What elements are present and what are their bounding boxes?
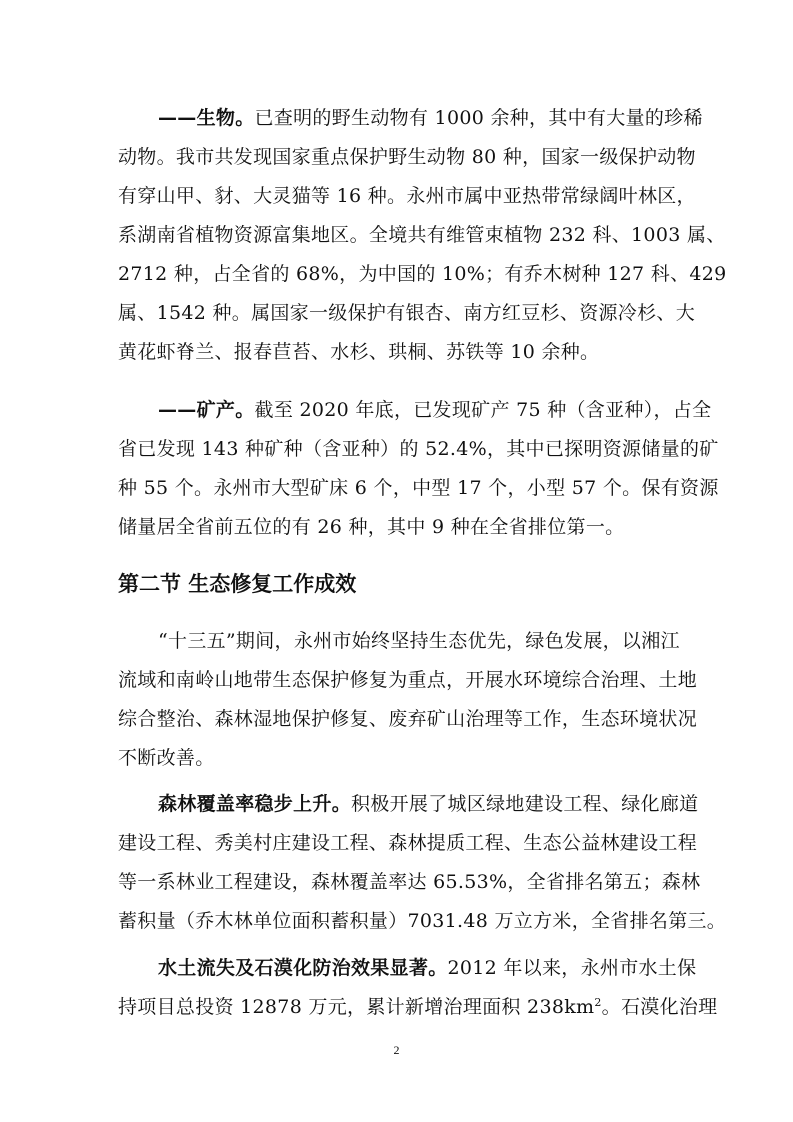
biology-lead: ——生物。 bbox=[158, 107, 255, 129]
minerals-line-3: 种 55 个。永州市大型矿床 6 个，中型 17 个，小型 57 个。保有资源 bbox=[118, 477, 719, 499]
intro-line-4: 不断改善。 bbox=[118, 747, 215, 769]
forest-line-2: 建设工程、秀美村庄建设工程、森林提质工程、生态公益林建设工程 bbox=[118, 832, 698, 854]
minerals-lead: ——矿产。 bbox=[158, 399, 255, 421]
biology-line-6: 属、1542 种。属国家一级保护有银杏、南方红豆杉、资源冷杉、大 bbox=[118, 302, 695, 324]
minerals-line-4: 储量居全省前五位的有 26 种，其中 9 种在全省排位第一。 bbox=[118, 516, 625, 538]
intro-line-1: “十三五”期间，永州市始终坚持生态优先，绿色发展，以湘江 bbox=[158, 630, 680, 652]
page-number: 2 bbox=[393, 1043, 400, 1057]
soil-line-2: 持项目总投资 12878 万元，累计新增治理面积 $238km^2$。石漠化治理 bbox=[118, 996, 718, 1018]
forest-line-4: 蓄积量（乔木林单位面积蓄积量）7031.48 万立方米，全省排名第三。 bbox=[118, 910, 727, 932]
biology-line-3: 有穿山甲、豺、大灵猫等 16 种。永州市属中亚热带常绿阔叶林区， bbox=[118, 185, 696, 207]
biology-line-4: 系湖南省植物资源富集地区。全境共有维管束植物 232 科、1003 属、 bbox=[118, 224, 726, 246]
superscript-2: 2 bbox=[594, 996, 602, 1009]
forest-line-3: 等一系林业工程建设，森林覆盖率达 65.53%，全省排名第五；森林 bbox=[118, 871, 701, 893]
intro-line-3: 综合整治、森林湿地保护修复、废弃矿山治理等工作，生态环境状况 bbox=[118, 708, 698, 730]
biology-line-2: 动物。我市共发现国家重点保护野生动物 80 种，国家一级保护动物 bbox=[118, 146, 696, 168]
soil-lead: 水土流失及石漠化防治效果显著。 bbox=[158, 957, 448, 979]
biology-line-7: 黄花虾脊兰、报春苣苔、水杉、珙桐、苏铁等 10 余种。 bbox=[118, 341, 600, 363]
forest-lead: 森林覆盖率稳步上升。 bbox=[158, 793, 352, 815]
soil-line-1: 水土流失及石漠化防治效果显著。2012 年以来，永州市水土保 bbox=[158, 957, 697, 979]
forest-line-1: 森林覆盖率稳步上升。积极开展了城区绿地建设工程、绿化廊道 bbox=[158, 793, 699, 815]
minerals-line-1: ——矿产。截至 2020 年底，已发现矿产 75 种（含亚种），占全 bbox=[158, 399, 712, 421]
biology-line-1: ——生物。已查明的野生动物有 1000 余种，其中有大量的珍稀 bbox=[158, 107, 703, 129]
minerals-line-2: 省已发现 143 种矿种（含亚种）的 52.4%，其中已探明资源储量的矿 bbox=[118, 438, 719, 460]
biology-line-5: 2712 种，占全省的 68%，为中国的 10%；有乔木树种 127 科、429 bbox=[118, 263, 727, 285]
section-heading: 第二节 生态修复工作成效 bbox=[118, 572, 357, 596]
intro-line-2: 流域和南岭山地带生态保护修复为重点，开展水环境综合治理、土地 bbox=[118, 669, 698, 691]
